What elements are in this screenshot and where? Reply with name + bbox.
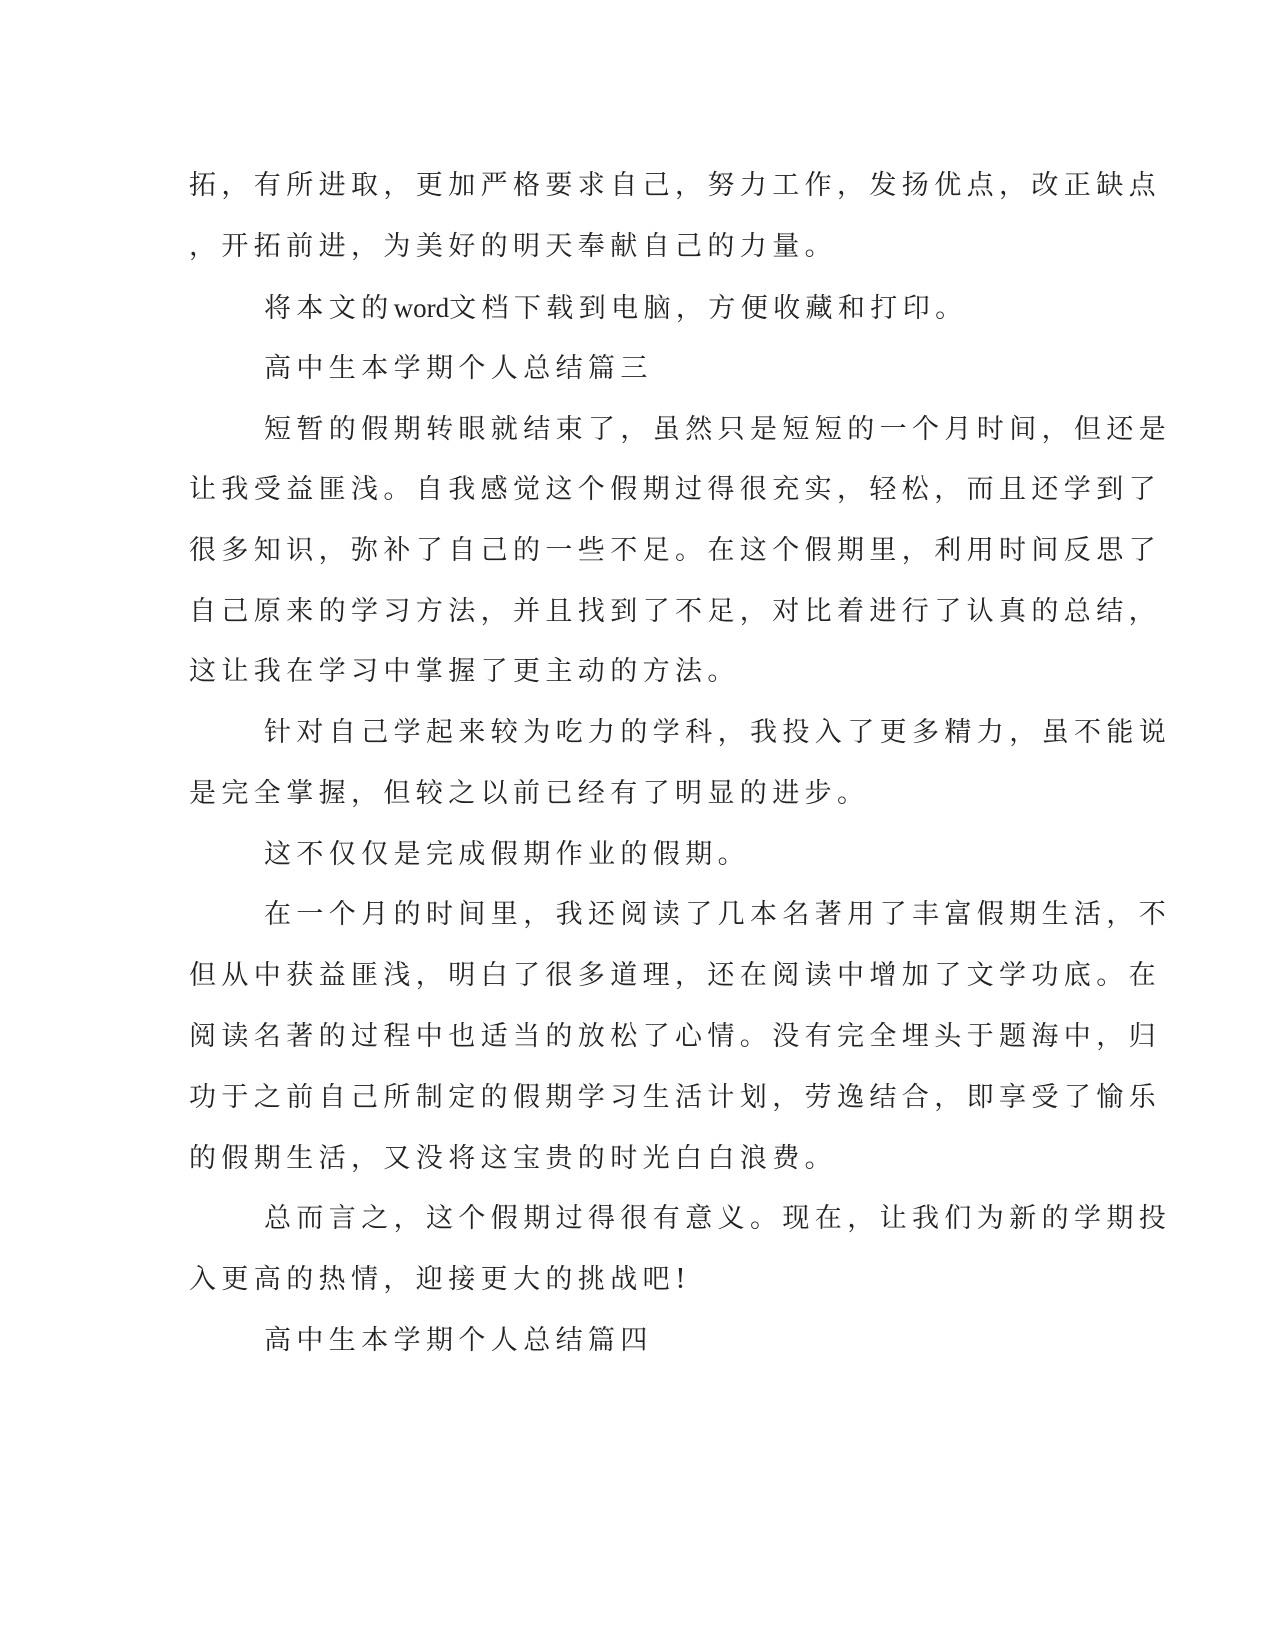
- text-line: 这让我在学习中掌握了更主动的方法。: [189, 656, 740, 687]
- text-line: 这不仅仅是完成假期作业的假期。: [264, 839, 750, 870]
- text-line: 阅读名著的过程中也适当的放松了心情。没有完全埋头于题海中，归: [189, 1021, 1161, 1052]
- text-line: 针对自己学起来较为吃力的学科，我投入了更多精力，虽不能说: [264, 717, 1172, 748]
- text-line: 入更高的热情，迎接更大的挑战吧!: [189, 1264, 692, 1295]
- download-note-prefix: 将本文的: [264, 293, 394, 324]
- text-line: 功于之前自己所制定的假期学习生活计划，劳逸结合，即享受了愉乐: [189, 1082, 1161, 1113]
- section-heading: 高中生本学期个人总结篇三: [264, 353, 653, 384]
- text-line: 是完全掌握，但较之以前已经有了明显的进步。: [189, 778, 870, 809]
- section-heading: 高中生本学期个人总结篇四: [264, 1325, 653, 1356]
- text-line: ，开拓前进，为美好的明天奉献自己的力量。: [189, 231, 837, 262]
- text-line: 的假期生活，又没将这宝贵的时光白白浪费。: [189, 1143, 837, 1174]
- text-line: 让我受益匪浅。自我感觉这个假期过得很充实，轻松，而且还学到了: [189, 474, 1161, 505]
- text-line: 拓，有所进取，更加严格要求自己，努力工作，发扬优点，改正缺点: [189, 170, 1161, 201]
- text-line: 在一个月的时间里，我还阅读了几本名著用了丰富假期生活，不: [264, 899, 1172, 930]
- download-note-suffix: 文档下载到电脑，方便收藏和打印。: [449, 293, 968, 324]
- text-line: 但从中获益匪浅，明白了很多道理，还在阅读中增加了文学功底。在: [189, 960, 1161, 991]
- download-note: [264, 290, 968, 326]
- text-line: 短暂的假期转眼就结束了，虽然只是短短的一个月时间，但还是: [264, 414, 1172, 445]
- text-line: 很多知识，弥补了自己的一些不足。在这个假期里，利用时间反思了: [189, 535, 1161, 566]
- text-line: 自己原来的学习方法，并且找到了不足，对比着进行了认真的总结，: [189, 596, 1161, 627]
- text-line: 总而言之，这个假期过得很有意义。现在，让我们为新的学期投: [264, 1203, 1172, 1234]
- download-note-word: word: [393, 293, 450, 323]
